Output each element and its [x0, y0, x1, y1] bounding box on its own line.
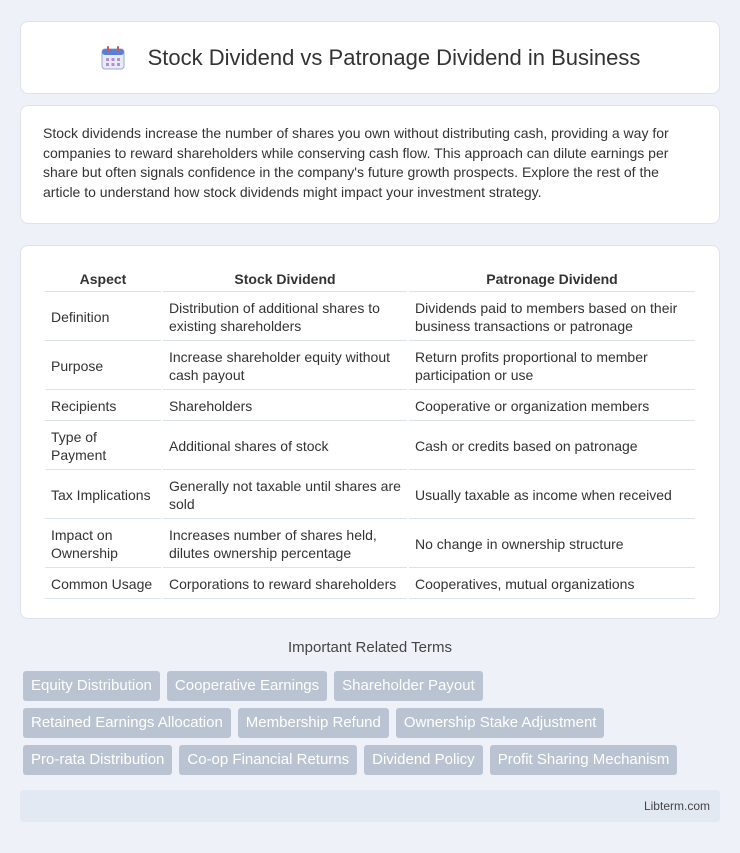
table-cell: Cash or credits based on patronage: [409, 423, 695, 470]
table-cell: Additional shares of stock: [163, 423, 407, 470]
table-cell: Distribution of additional shares to existing shareholders: [163, 294, 407, 341]
table-row: [45, 423, 695, 470]
related-term-tag[interactable]: Retained Earnings Allocation: [23, 708, 231, 738]
header-card: [20, 21, 720, 94]
column-header: Aspect: [45, 268, 161, 292]
related-term-tag[interactable]: Co-op Financial Returns: [179, 745, 357, 775]
column-header: Patronage Dividend: [409, 268, 695, 292]
related-term-tag[interactable]: Ownership Stake Adjustment: [396, 708, 605, 738]
related-term-tag[interactable]: Shareholder Payout: [334, 671, 483, 701]
table-cell: Shareholders: [163, 392, 407, 421]
related-term-tag[interactable]: Equity Distribution: [23, 671, 160, 701]
table-cell: Increases number of shares held, dilutes ownership percentage: [163, 521, 407, 568]
tag-row: [23, 671, 723, 701]
related-term-tag[interactable]: Dividend Policy: [364, 745, 483, 775]
table-cell: Tax Implications: [45, 472, 161, 519]
table-cell: Dividends paid to members based on their business transactions or patronage: [409, 294, 695, 341]
tag-row: [23, 745, 723, 775]
table-cell: Cooperatives, mutual organizations: [409, 570, 695, 599]
related-terms-list: [23, 671, 723, 782]
related-term-tag[interactable]: Cooperative Earnings: [167, 671, 327, 701]
table-cell: Impact on Ownership: [45, 521, 161, 568]
table-cell: Recipients: [45, 392, 161, 421]
table-row: [45, 521, 695, 568]
page-title: Stock Dividend vs Patronage Dividend in Business: [147, 44, 641, 70]
table-cell: Common Usage: [45, 570, 161, 599]
table-header-row: [45, 268, 695, 292]
related-term-tag[interactable]: Profit Sharing Mechanism: [490, 745, 678, 775]
table-cell: Increase shareholder equity without cash payout: [163, 343, 407, 390]
table-cell: Type of Payment: [45, 423, 161, 470]
table-cell: Generally not taxable until shares are sold: [163, 472, 407, 519]
calendar-icon: [100, 45, 126, 71]
related-terms-title: Important Related Terms: [288, 639, 452, 656]
table-row: [45, 343, 695, 390]
table-cell: Cooperative or organization members: [409, 392, 695, 421]
intro-text: Stock dividends increase the number of shares you own without distributing cash, providing a way for companies to reward shareholders while conserving cash flow. This approach can dilute earnings per share but often signals confidence in the company's future growth prospects. Explore the rest of the article to understand how stock dividends might impact your investment strategy.: [43, 125, 669, 200]
footer: [20, 790, 720, 822]
table-cell: Usually taxable as income when received: [409, 472, 695, 519]
column-header: Stock Dividend: [163, 268, 407, 292]
comparison-card: [20, 245, 720, 619]
footer-link[interactable]: Libterm.com: [643, 799, 710, 813]
intro-card: [20, 105, 720, 224]
table-row: [45, 472, 695, 519]
related-term-tag[interactable]: Pro-rata Distribution: [23, 745, 172, 775]
table-row: [45, 294, 695, 341]
table-cell: Definition: [45, 294, 161, 341]
table-row: [45, 392, 695, 421]
table-cell: Corporations to reward shareholders: [163, 570, 407, 599]
table-cell: Return profits proportional to member participation or use: [409, 343, 695, 390]
table-row: [45, 570, 695, 599]
table-cell: Purpose: [45, 343, 161, 390]
comparison-table: [43, 266, 697, 601]
table-cell: No change in ownership structure: [409, 521, 695, 568]
related-term-tag[interactable]: Membership Refund: [238, 708, 389, 738]
tag-row: [23, 708, 723, 738]
